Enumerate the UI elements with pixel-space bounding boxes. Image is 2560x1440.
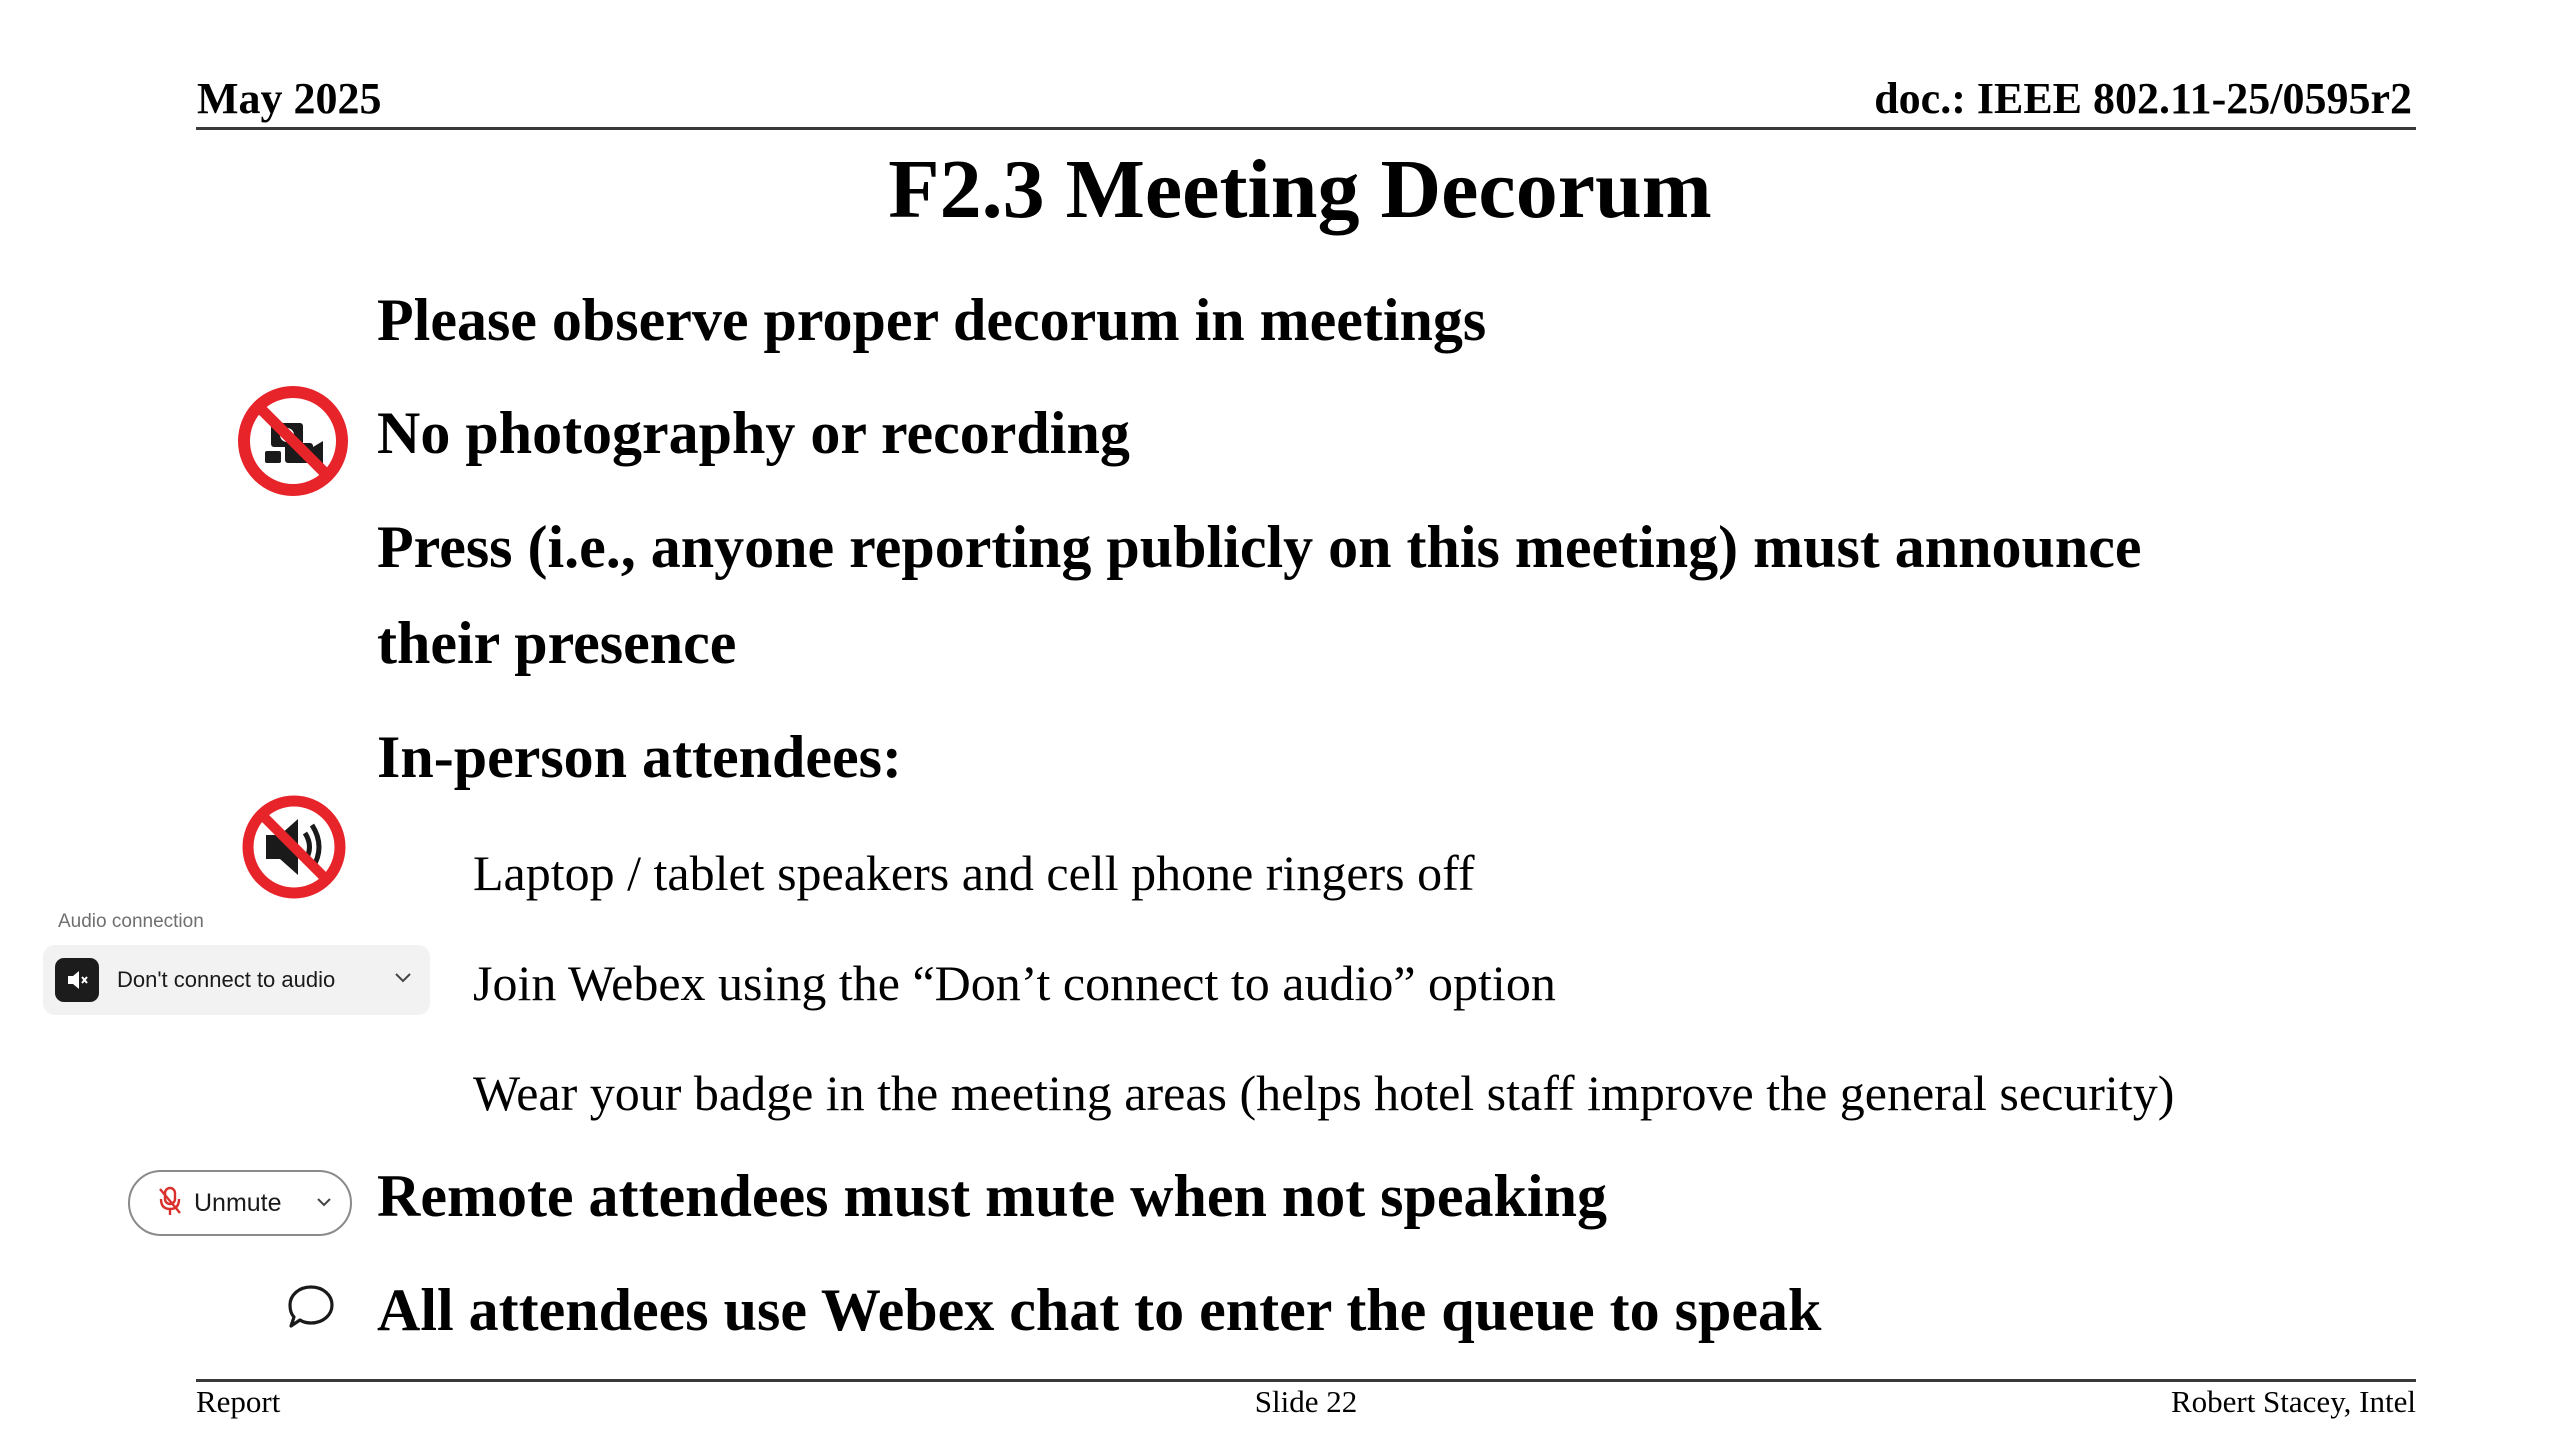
unmute-button[interactable] [128,1170,352,1236]
chevron-down-icon [316,1194,332,1212]
speaker-icon [55,958,99,1002]
audio-connection-caption: Audio connection [58,911,204,932]
mic-muted-icon [156,1185,184,1222]
bullet-badge: Wear your badge in the meeting areas (helps hotel staff improve the general security) [473,1065,2175,1121]
bullet-chat-queue: All attendees use Webex chat to enter the queue to speak [377,1277,1822,1343]
unmute-label: Unmute [194,1188,282,1217]
bullet-in-person: In-person attendees: [377,724,902,790]
chat-bubble-icon [285,1282,337,1334]
header-date: May 2025 [197,74,382,123]
footer-right: Robert Stacey, Intel [2170,1384,2416,1419]
footer-slide-number: Slide 22 [1254,1384,1358,1419]
no-sound-icon [242,795,346,899]
bullet-join-webex: Join Webex using the “Don’t connect to audio” option [473,955,1556,1011]
audio-connection-dropdown[interactable] [43,945,430,1015]
bullet-speakers-off: Laptop / tablet speakers and cell phone ringers off [473,845,1475,901]
audio-option-label: Don't connect to audio [117,967,336,992]
no-camera-icon [237,385,349,497]
footer-rule [196,1379,2416,1382]
bullet-observe: Please observe proper decorum in meetings [377,287,1487,353]
bullet-press-line1: Press (i.e., anyone reporting publicly on this meeting) must announce [377,514,2142,580]
bullet-no-photo: No photography or recording [377,400,1130,466]
chevron-down-icon [394,971,412,989]
header-rule [196,127,2416,130]
slide-title: F2.3 Meeting Decorum [888,143,1712,236]
header-doc-id: doc.: IEEE 802.11-25/0595r2 [1874,74,2412,123]
bullet-remote-mute: Remote attendees must mute when not speaking [377,1163,1607,1229]
footer-left: Report [196,1384,281,1419]
bullet-press-line2: their presence [377,610,737,676]
